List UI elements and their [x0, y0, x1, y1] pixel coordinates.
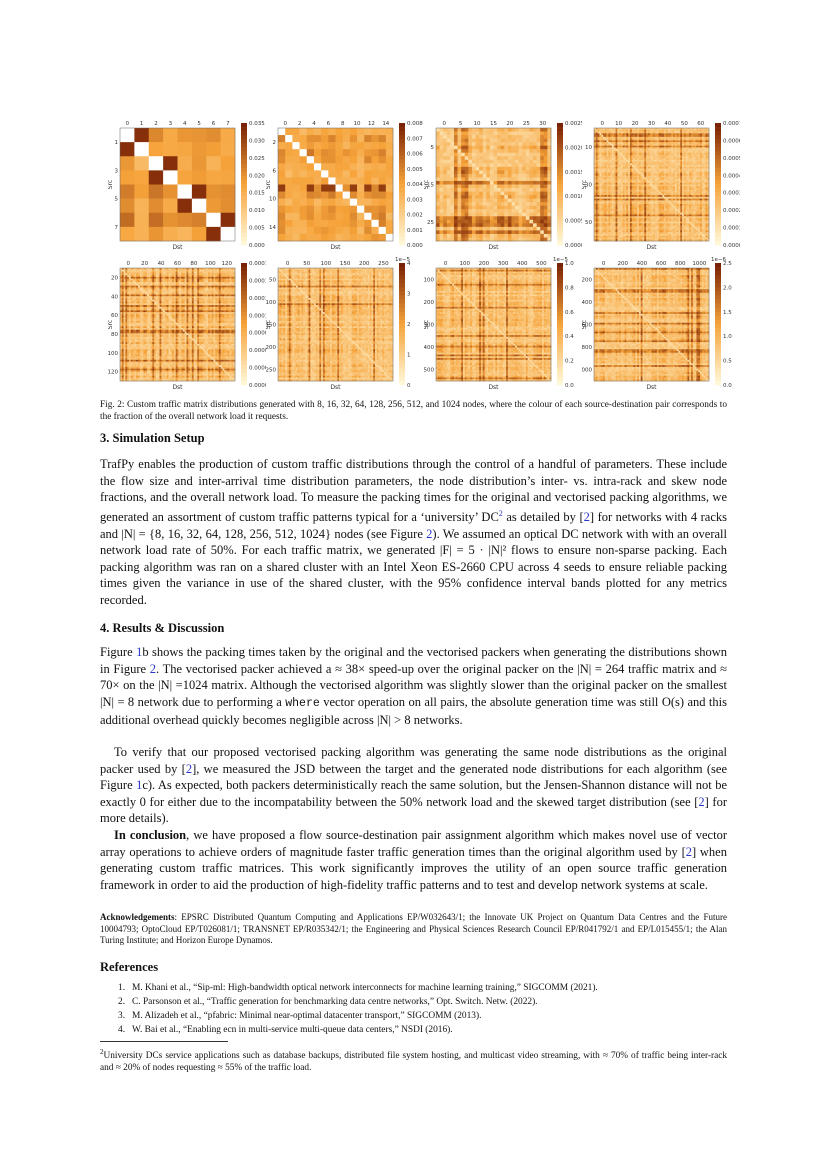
y-tick-label: 600 — [582, 323, 592, 329]
y-tick-label: 20 — [111, 275, 118, 281]
y-tick-label: 25 — [427, 220, 434, 226]
figure-link[interactable]: 1 — [136, 645, 142, 659]
x-tick-label: 60 — [697, 121, 704, 127]
colorbar-offset-label: 1e−5 — [395, 257, 410, 263]
colorbar-tick-label: 0.000 — [249, 383, 266, 389]
x-tick-label: 200 — [479, 261, 490, 267]
x-tick-label: 10 — [354, 121, 361, 127]
colorbar-tick-label: 0.000 — [249, 243, 265, 249]
y-tick-label: 400 — [582, 300, 592, 306]
x-tick-label: 0 — [126, 261, 130, 267]
reference-item: 2. C. Parsonson et al., “Traffic generation for benchmarking data centre networks,” Opt. Switch. Netw. (2022). — [118, 995, 718, 1009]
code-snippet: where — [285, 697, 320, 710]
colorbar-tick-label: 1.0 — [565, 261, 574, 267]
x-tick-label: 600 — [656, 261, 667, 267]
x-tick-label: 10 — [615, 121, 622, 127]
colorbar-tick-label: 0.000 — [249, 261, 266, 267]
y-tick-label: 300 — [424, 323, 434, 329]
x-tick-label: 150 — [340, 261, 351, 267]
colorbar-tick-label: 0.000 — [723, 156, 740, 162]
x-axis-label: Dst — [646, 384, 657, 391]
colorbar-tick-label: 0.002 — [407, 213, 423, 219]
y-tick-label: 200 — [266, 345, 276, 351]
colorbar-tick-label: 0.005 — [407, 167, 423, 173]
x-tick-label: 20 — [141, 261, 148, 267]
y-tick-label: 400 — [424, 345, 434, 351]
x-tick-label: 250 — [378, 261, 389, 267]
colorbar-tick-label: 1 — [407, 353, 411, 359]
x-tick-label: 1 — [140, 121, 144, 127]
section-4-paragraph-2: To verify that our proposed vectorised packing algorithm was generating the same node distributions as the original packer used by [2], we measured the JSD between the target and the generated node distributions for each algorithm (see Figure 1c). As expected, both packers deterministically reach the same solution, but the Jensen-Shannon distance will not be exactly 0 for either due to the incompatability between the 50% network load and the skewed target distribution (see [2] for more details). — [100, 744, 727, 827]
colorbar-tick-label: 0.015 — [249, 191, 265, 197]
x-tick-label: 300 — [498, 261, 509, 267]
colorbar-offset-label: 1e−6 — [711, 257, 726, 263]
section-3-heading: 3. Simulation Setup — [100, 431, 205, 446]
x-tick-label: 6 — [327, 121, 331, 127]
reference-item: 3. M. Alizadeh et al., “pfabric: Minimal near-optimal datacenter transport,” SIGCOMM (2013). — [118, 1009, 718, 1023]
colorbar-tick-label: 0.4 — [565, 334, 574, 340]
heatmap-svg — [424, 116, 582, 256]
colorbar-tick-label: 0.035 — [249, 121, 265, 127]
y-tick-label: 5 — [115, 197, 119, 203]
y-axis-label: Src — [424, 180, 430, 189]
colorbar-tick-label: 0 — [407, 383, 411, 389]
colorbar-tick-label: 0.000 — [723, 191, 740, 197]
x-axis-label: Dst — [488, 384, 499, 391]
x-tick-label: 0 — [283, 121, 287, 127]
y-tick-label: 2 — [273, 140, 277, 146]
figure-link[interactable]: 2 — [150, 662, 156, 676]
x-tick-label: 2 — [154, 121, 158, 127]
x-tick-label: 60 — [174, 261, 181, 267]
x-tick-label: 30 — [648, 121, 655, 127]
y-tick-label: 250 — [266, 368, 276, 374]
y-axis-label: Src — [424, 320, 430, 329]
colorbar-tick-label: 0.006 — [407, 152, 423, 158]
y-tick-label: 150 — [266, 323, 276, 329]
x-axis-label: Dst — [330, 244, 341, 251]
x-axis-label: Dst — [646, 244, 657, 251]
y-tick-label: 100 — [108, 351, 118, 357]
y-tick-label: 10 — [269, 197, 276, 203]
y-tick-label: 1 — [115, 140, 119, 146]
heatmap-panel — [424, 256, 582, 396]
y-axis-label: Src — [108, 320, 114, 329]
y-tick-label: 15 — [427, 183, 434, 189]
y-axis-label: Src — [266, 180, 272, 189]
colorbar-tick-label: 0.001 — [565, 170, 582, 176]
x-tick-label: 80 — [190, 261, 197, 267]
x-tick-label: 800 — [675, 261, 686, 267]
x-tick-label: 200 — [618, 261, 629, 267]
colorbar-tick-label: 3 — [407, 292, 411, 298]
citation-link[interactable]: 2 — [584, 510, 590, 524]
heatmap-panel — [582, 116, 740, 256]
y-tick-label: 80 — [111, 332, 118, 338]
x-tick-label: 1000 — [692, 261, 706, 267]
colorbar-tick-label: 0.005 — [249, 226, 265, 232]
y-tick-label: 000 — [582, 368, 592, 374]
section-4-paragraph-1: Figure 1b shows the packing times taken by the original and the vectorised packers when generating the distributions shown in Figure 2. The vectorised packer achieved a ≈ 38× speed-up over the original packer on the |N| = 264 traffic matrix and ≈ 70× on the |N| =1024 matrix. Although the vectorised algorithm was slightly slower than the original packer on the smallest |N| = 8 network due to performing a where vector operation on all pairs, the absolute generation time was still O(s) and this additional overhead quickly becomes negligible across |N| > 8 networks. — [100, 644, 727, 729]
y-axis-label: Src — [108, 180, 114, 189]
y-tick-label: 10 — [585, 145, 592, 151]
x-tick-label: 0 — [286, 261, 290, 267]
y-tick-label: 200 — [582, 277, 592, 283]
x-tick-label: 5 — [459, 121, 463, 127]
colorbar-tick-label: 0.000 — [723, 226, 740, 232]
y-tick-label: 120 — [108, 370, 118, 376]
figure-caption: Fig. 2: Custom traffic matrix distributions generated with 8, 16, 32, 64, 128, 256, 512, and 1024 nodes, where the colour of each source-destination pair corresponds to the fraction of the overall network load it requests. — [100, 399, 727, 423]
y-tick-label: 100 — [266, 300, 276, 306]
heatmap-panel — [424, 116, 582, 256]
x-tick-label: 12 — [368, 121, 375, 127]
footnote: $^2$University DCs service applications such as database backups, distributed file system hosting, and multicast video streaming, with ≈ 70% of traffic being inter-rack and ≈ 20% of nodes requesting ≈ 55% of the traffic load. — [100, 1046, 727, 1074]
heatmap-svg — [582, 256, 740, 396]
traffic-matrix-figure — [108, 116, 720, 386]
x-tick-label: 0 — [125, 121, 129, 127]
acknowledgements: Acknowledgements: EPSRC Distributed Quantum Computing and Applications EP/W032643/1; the Innovate UK Project on Quantum Data Centres and the Future 10004793; OptoCloud EP/T026081/1; TRANSNET EP/R035342/1; the Engineering and Physical Sciences Research Council EP/R041792/1 and EP/L015455/1; the Alan Turing Institute; and Horizon Europe Dynamos. — [100, 912, 727, 947]
colorbar-tick-label: 0.002 — [565, 121, 582, 127]
x-tick-label: 20 — [632, 121, 639, 127]
colorbar-tick-label: 0.000 — [249, 313, 266, 319]
x-tick-label: 50 — [303, 261, 310, 267]
y-axis-label: Src — [266, 320, 272, 329]
x-axis-label: Dst — [330, 384, 341, 391]
heatmap-svg — [266, 256, 424, 396]
x-tick-label: 40 — [664, 121, 671, 127]
y-axis-label: Src — [582, 320, 588, 329]
colorbar-tick-label: 0.030 — [249, 138, 265, 144]
y-tick-label: 40 — [111, 294, 118, 300]
colorbar-tick-label: 0.000 — [723, 243, 740, 249]
colorbar-tick-label: 0.000 — [249, 348, 266, 354]
citation-link[interactable]: 2 — [698, 795, 704, 809]
x-tick-label: 50 — [681, 121, 688, 127]
heatmap-svg — [424, 256, 582, 396]
y-tick-label: 5 — [431, 145, 435, 151]
colorbar-tick-label: 0.0 — [723, 383, 732, 389]
colorbar-tick-label: 0.000 — [249, 331, 266, 337]
x-tick-label: 200 — [359, 261, 370, 267]
reference-item: 4. W. Bai et al., “Enabling ecn in multi-service multi-queue data centers,” NSDI (2016). — [118, 1023, 718, 1037]
x-tick-label: 0 — [442, 121, 446, 127]
colorbar-tick-label: 0.001 — [565, 194, 582, 200]
colorbar-tick-label: 0.007 — [407, 136, 423, 142]
heatmap-svg — [108, 256, 266, 396]
colorbar-tick-label: 0.004 — [407, 182, 423, 188]
colorbar-tick-label: 0.003 — [407, 197, 423, 203]
y-tick-label: 30 — [585, 183, 592, 189]
x-tick-label: 500 — [536, 261, 547, 267]
x-tick-label: 0 — [444, 261, 448, 267]
colorbar-tick-label: 0.010 — [249, 208, 265, 214]
colorbar-tick-label: 1.5 — [723, 310, 732, 316]
x-tick-label: 4 — [183, 121, 187, 127]
colorbar-tick-label: 0.000 — [407, 243, 423, 249]
colorbar-tick-label: 4 — [407, 261, 411, 267]
y-tick-label: 7 — [115, 225, 119, 231]
colorbar-tick-label: 0.002 — [565, 145, 582, 151]
heatmap-svg — [108, 116, 266, 256]
y-tick-label: 3 — [115, 168, 119, 174]
citation-link[interactable]: 2 — [686, 845, 692, 859]
footnote-rule — [100, 1041, 228, 1042]
y-tick-label: 60 — [111, 313, 118, 319]
colorbar-tick-label: 0.5 — [723, 359, 732, 365]
heatmap-panel — [108, 256, 266, 396]
x-tick-label: 10 — [474, 121, 481, 127]
reference-item: 1. M. Khani et al., “Sip-ml: High-bandwidth optical network interconnects for machine learning training,” SIGCOMM (2021). — [118, 981, 718, 995]
colorbar-tick-label: 0.6 — [565, 310, 574, 316]
colorbar-tick-label: 0.000 — [723, 138, 740, 144]
y-tick-label: 800 — [582, 345, 592, 351]
citation-link[interactable]: 2 — [186, 762, 192, 776]
x-tick-label: 4 — [312, 121, 316, 127]
colorbar-tick-label: 0.001 — [407, 228, 423, 234]
x-tick-label: 7 — [226, 121, 230, 127]
x-tick-label: 0 — [600, 121, 604, 127]
colorbar-tick-label: 0.0 — [565, 383, 574, 389]
footnote-ref[interactable]: 2 — [499, 509, 503, 518]
x-tick-label: 14 — [382, 121, 389, 127]
colorbar-tick-label: 2.0 — [723, 285, 732, 291]
y-axis-label: Src — [582, 180, 588, 189]
section-4-heading: 4. Results & Discussion — [100, 621, 224, 636]
x-tick-label: 0 — [602, 261, 606, 267]
y-tick-label: 6 — [273, 168, 277, 174]
colorbar-tick-label: 0.000 — [565, 219, 582, 225]
y-tick-label: 14 — [269, 225, 276, 231]
x-tick-label: 40 — [158, 261, 165, 267]
colorbar-tick-label: 0.000 — [723, 208, 740, 214]
x-tick-label: 100 — [321, 261, 332, 267]
colorbar-tick-label: 0.020 — [249, 173, 265, 179]
x-tick-label: 400 — [637, 261, 648, 267]
x-tick-label: 100 — [460, 261, 471, 267]
y-tick-label: 500 — [424, 368, 434, 374]
heatmap-svg — [582, 116, 740, 256]
x-tick-label: 400 — [517, 261, 528, 267]
colorbar-tick-label: 0.000 — [249, 278, 266, 284]
x-tick-label: 30 — [539, 121, 546, 127]
figure-link[interactable]: 1 — [136, 778, 142, 792]
x-tick-label: 100 — [205, 261, 216, 267]
x-tick-label: 120 — [222, 261, 233, 267]
heatmap-panel — [266, 256, 424, 396]
x-axis-label: Dst — [172, 384, 183, 391]
colorbar-tick-label: 2 — [407, 322, 411, 328]
heatmap-panel — [108, 116, 266, 256]
references-heading: References — [100, 960, 158, 975]
colorbar-tick-label: 0.025 — [249, 156, 265, 162]
y-tick-label: 50 — [269, 277, 276, 283]
colorbar-tick-label: 0.8 — [565, 285, 574, 291]
heatmap-panel — [266, 116, 424, 256]
y-tick-label: 50 — [585, 220, 592, 226]
colorbar-tick-label: 1.0 — [723, 334, 732, 340]
section-4-paragraph-3: In conclusion, we have proposed a flow source-destination pair assignment algorithm which makes novel use of vector array operations to achieve orders of magnitude faster traffic generation times than the original algorithm used by [2] when generating custom traffic matrices. This work significantly improves the utility of an open source traffic generation framework in order to aid the production of high-fidelity traffic patterns and to test and develop network systems at scale. — [100, 827, 727, 893]
colorbar-tick-label: 0.000 — [249, 366, 266, 372]
x-tick-label: 15 — [490, 121, 497, 127]
x-tick-label: 8 — [341, 121, 345, 127]
references-list — [118, 981, 718, 1037]
x-axis-label: Dst — [172, 244, 183, 251]
colorbar-tick-label: 0.000 — [723, 121, 740, 127]
heatmap-svg — [266, 116, 424, 256]
x-tick-label: 20 — [506, 121, 513, 127]
figure-link[interactable]: 2 — [426, 527, 432, 541]
colorbar-tick-label: 0.2 — [565, 359, 574, 365]
colorbar-tick-label: 2.5 — [723, 261, 732, 267]
colorbar-offset-label: 1e−5 — [553, 257, 568, 263]
x-tick-label: 6 — [212, 121, 216, 127]
x-tick-label: 2 — [298, 121, 302, 127]
x-tick-label: 5 — [197, 121, 201, 127]
x-tick-label: 3 — [169, 121, 173, 127]
section-3-paragraph: TrafPy enables the production of custom traffic distributions through the control of a handful of parameters. These include the flow size and inter-arrival time distribution parameters, the node distribution’s inter- vs. intra-rack and skew node fractions, and the overall network load. To measure the packing times for the original and vectorised packing algorithms, we generated an assortment of custom traffic patterns typical for a ‘university’ $DC^2$ as detailed by [2] for networks with 4 racks and |N| = {8, 16, 32, 64, 128, 256, 512, 1024} nodes (see Figure 2). We assumed an optical DC network with with an overall network load rate of 50%. For each traffic matrix, we generated |F| = 5 · |N|² flows to ensure non-sparse packing. Each packing algorithm was ran on a shared cluster with an Intel Xeon ES-2660 CPU across 4 seeds to ensure reliable packing times given the variance in use of the shared cluster, with the 95% confidence interval bands plotted for any metrics recorded. — [100, 456, 727, 609]
x-tick-label: 25 — [523, 121, 530, 127]
colorbar-tick-label: 0.008 — [407, 121, 423, 127]
y-tick-label: 200 — [424, 300, 434, 306]
colorbar-tick-label: 0.000 — [565, 243, 582, 249]
y-tick-label: 100 — [424, 277, 434, 283]
colorbar-tick-label: 0.000 — [723, 173, 740, 179]
colorbar-tick-label: 0.000 — [249, 296, 266, 302]
x-axis-label: Dst — [488, 244, 499, 251]
heatmap-panel — [582, 256, 740, 396]
